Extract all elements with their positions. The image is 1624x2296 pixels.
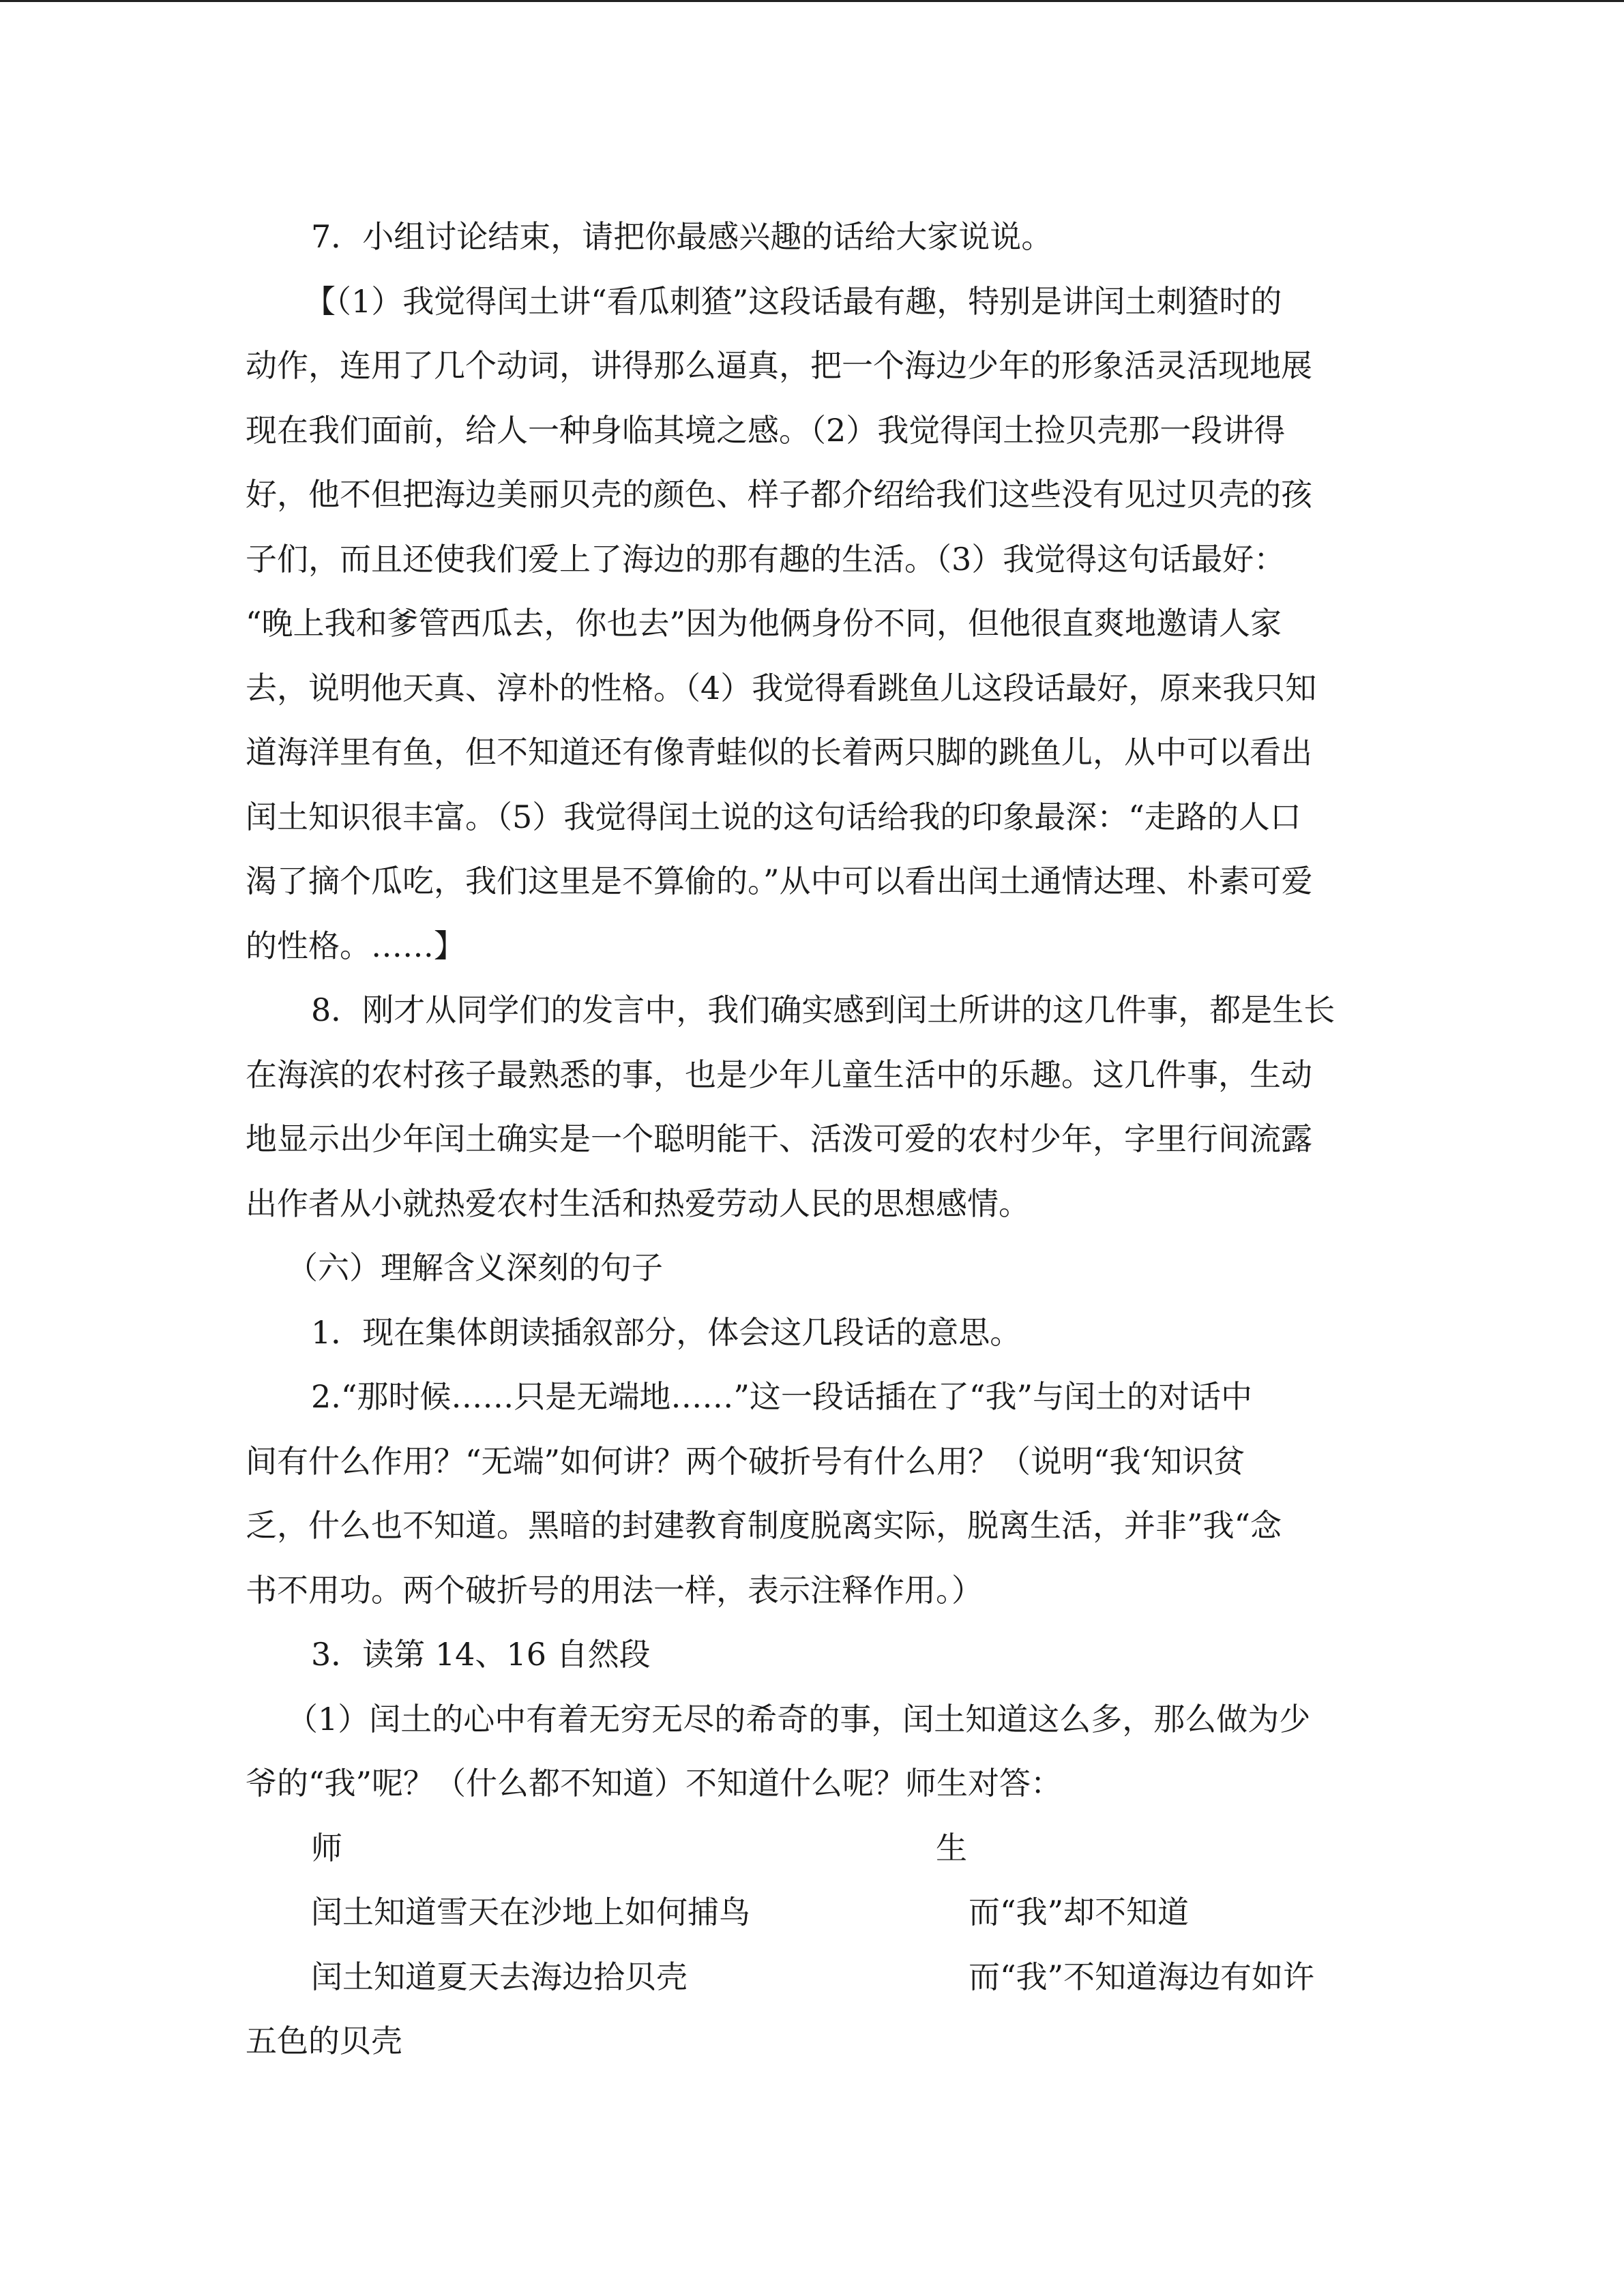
sub-item-1: （1）闰土的心中有着无穷无尽的希奇的事，闰土知道这么多，那么做为少 xyxy=(286,1700,1311,1738)
teacher-line: 闰土知道夏天去海边拾贝壳 xyxy=(311,1958,688,1995)
teacher-line: 闰土知道雪天在沙地上如何捕鸟 xyxy=(311,1894,750,1930)
student-line: 而“我”不知道海边有如许 xyxy=(969,1958,1315,1995)
dialogue-row xyxy=(246,1880,1378,1945)
answer-line: “晚上我和爹管西瓜去，你也去”因为他俩身份不同，但他很直爽地邀请人家 xyxy=(246,605,1282,642)
answer-line: 去，说明他天真、淳朴的性格。（4）我觉得看跳鱼儿这段话最好，原来我只知 xyxy=(246,669,1317,706)
paragraph-line: 乏，什么也不知道。黑暗的封建教育制度脱离实际，脱离生活，并非”我“念 xyxy=(246,1507,1282,1544)
paragraph-line: 在海滨的农村孩子最熟悉的事，也是少年儿童生活中的乐趣。这几件事，生动 xyxy=(246,1056,1312,1093)
answer-line: 闰土知识很丰富。（5）我觉得闰土说的这句话给我的印象最深：“走路的人口 xyxy=(246,798,1301,835)
answer-line: 好，他不但把海边美丽贝壳的颜色、样子都介绍给我们这些没有见过贝壳的孩 xyxy=(246,476,1312,513)
paragraph-item-3: 3．读第 14、16 自然段 xyxy=(311,1636,651,1673)
paragraph-line: 书不用功。两个破折号的用法一样，表示注释作用。） xyxy=(246,1571,983,1609)
paragraph-item-7: 7．小组讨论结束，请把你最感兴趣的话给大家说说。 xyxy=(311,218,1053,255)
answer-line: 的性格。……】 xyxy=(246,927,465,964)
top-border-line xyxy=(0,0,1624,2)
answer-line: 子们，而且还使我们爱上了海边的那有趣的生活。（3）我觉得这句话最好： xyxy=(246,540,1286,578)
paragraph-line: 间有什么作用？“无端”如何讲？两个破折号有什么用？（说明“我‘知识贫 xyxy=(246,1442,1245,1480)
paragraph-item-8: 8．刚才从同学们的发言中，我们确实感到闰土所讲的这几件事，都是生长 xyxy=(311,992,1335,1028)
answer-line: 现在我们面前，给人一种身临其境之感。（2）我觉得闰土捡贝壳那一段讲得 xyxy=(246,411,1286,449)
student-header: 生 xyxy=(936,1829,967,1866)
teacher-header: 师 xyxy=(311,1829,342,1866)
answer-line: 道海洋里有鱼，但不知道还有像青蛙似的长着两只脚的跳鱼儿，从中可以看出 xyxy=(246,734,1312,771)
section-heading: （六）理解含义深刻的句子 xyxy=(286,1249,663,1286)
answer-line: 动作，连用了几个动词，讲得那么逼真，把一个海边少年的形象活灵活现地展 xyxy=(246,347,1312,384)
student-line: 而“我”却不知道 xyxy=(969,1894,1190,1930)
paragraph-line: 地显示出少年闰土确实是一个聪明能干、活泼可爱的农村少年，字里行间流露 xyxy=(246,1120,1312,1157)
paragraph-line: 出作者从小就热爱农村生活和热爱劳动人民的思想感情。 xyxy=(246,1184,1030,1222)
dialogue-continuation: 五色的贝壳 xyxy=(246,2023,402,2059)
paragraph-item-2: 2.“那时候……只是无端地……”这一段话插在了“我”与闰土的对话中 xyxy=(311,1378,1252,1415)
answer-line: 【（1）我觉得闰土讲“看瓜刺猹”这段话最有趣，特别是讲闰土刺猹时的 xyxy=(304,282,1282,320)
paragraph-line: 爷的“我”呢？（什么都不知道）不知道什么呢？师生对答： xyxy=(246,1765,1063,1802)
paragraph-item-1: 1．现在集体朗读插叙部分，体会这几段话的意思。 xyxy=(311,1313,1022,1351)
dialogue-row xyxy=(246,1945,1378,2010)
document-page xyxy=(246,205,1378,2074)
dialogue-header-row xyxy=(246,1816,1378,1881)
answer-line: 渴了摘个瓜吃，我们这里是不算偷的。”从中可以看出闰土通情达理、朴素可爱 xyxy=(246,863,1313,899)
